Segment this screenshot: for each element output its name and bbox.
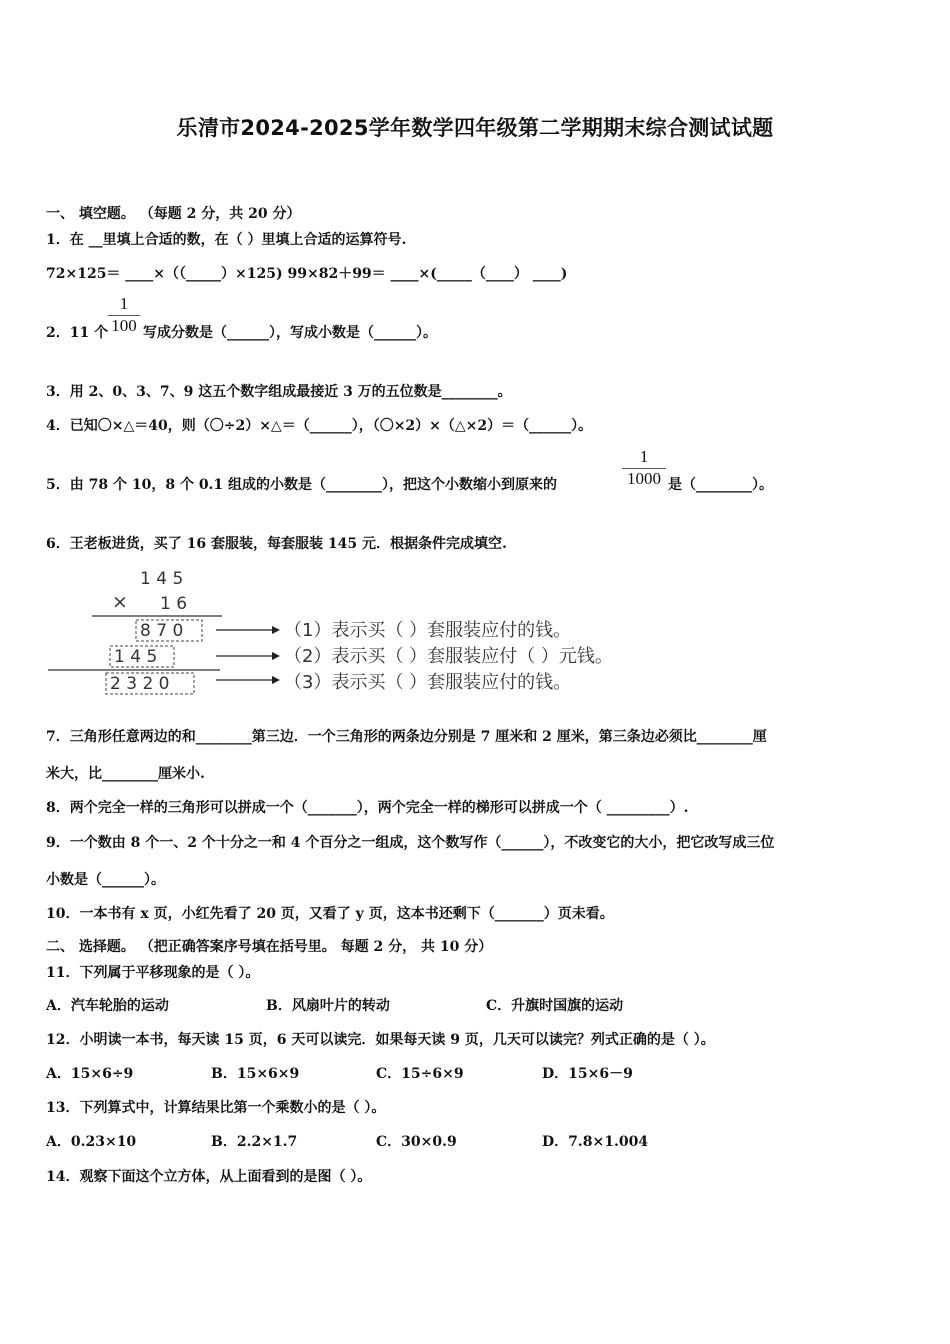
question-2-prefix: 2．11 个 xyxy=(46,325,109,341)
question-7-line-1: 7．三角形任意两边的和________第三边．一个三角形的两条边分别是 7 厘米和 2 厘米，第三条边必须比________厘 xyxy=(46,729,767,745)
arrow-2-head xyxy=(272,652,280,660)
question-14: 14．观察下面这个立方体，从上面看到的是图（ ）。 xyxy=(46,1169,372,1185)
question-6: 6．王老板进货，买了 16 套服装，每套服装 145 元．根据条件完成填空. xyxy=(46,536,507,552)
label-3: （3）表示买（ ）套服装应付的钱。 xyxy=(284,672,572,693)
question-10: 10．一本书有 x 页，小红先看了 20 页，又看了 y 页，这本书还剩下（_______）页未看。 xyxy=(46,906,614,922)
arrow-3-head xyxy=(272,676,280,684)
partial-product-1: 8 7 0 xyxy=(140,621,184,641)
question-3: 3．用 2、0、3、7、9 这五个数字组成最接近 3 万的五位数是________。 xyxy=(46,384,512,400)
question-11: 11．下列属于平移现象的是（ ）。 xyxy=(46,965,260,981)
section-2-heading: 二、 选择题。 （把正确答案序号填在括号里。 每题 2 分， 共 10 分） xyxy=(46,939,493,955)
section-1-heading: 一、 填空题。 （每题 2 分，共 20 分） xyxy=(46,206,301,222)
question-12: 12．小明读一本书，每天读 15 页，6 天可以读完．如果每天读 9 页，几天可以读完？列式正确的是（ ）。 xyxy=(46,1032,715,1048)
fraction-1-1000 xyxy=(622,447,666,489)
question-12-option-b: B．15×6×9 xyxy=(211,1066,300,1082)
fraction-numerator: 1 xyxy=(119,294,129,313)
question-1-equations: 72×125＝ ____×（（_____）×125) 99×82＋99＝ ____×(_____（____） ____) xyxy=(46,266,568,282)
question-12-option-a: A．15×6÷9 xyxy=(46,1066,134,1082)
partial-product-2: 1 4 5 xyxy=(114,647,158,667)
question-11-option-b: B．风扇叶片的转动 xyxy=(266,998,390,1014)
multiplication-diagram xyxy=(40,560,740,705)
question-13: 13．下列算式中，计算结果比第一个乘数小的是（ ）。 xyxy=(46,1100,386,1116)
question-4: 4．已知〇×△＝40，则（〇÷2）×△＝（______），（〇×2）×（△×2）＝（______）。 xyxy=(46,418,593,434)
question-11-option-a: A．汽车轮胎的运动 xyxy=(46,998,169,1014)
question-13-option-b: B．2.2×1.7 xyxy=(211,1134,298,1150)
question-7-line-2: 米大，比________厘米小. xyxy=(46,766,205,782)
fraction-1-100 xyxy=(108,294,140,336)
times-sign: × xyxy=(112,591,128,613)
arrow-1-head xyxy=(272,626,280,634)
page-title: 乐清市2024-2025学年数学四年级第二学期期末综合测试试题 xyxy=(176,116,774,140)
label-1: （1）表示买（ ）套服装应付的钱。 xyxy=(284,620,572,641)
fraction-numerator: 1 xyxy=(639,447,649,466)
fraction-denominator: 100 xyxy=(111,316,137,335)
multiplicand: 1 4 5 xyxy=(140,569,184,589)
question-13-option-c: C．30×0.9 xyxy=(376,1134,457,1150)
question-8: 8．两个完全一样的三角形可以拼成一个（_______），两个完全一样的梯形可以拼成一个（ _________）. xyxy=(46,800,689,816)
question-11-option-c: C．升旗时国旗的运动 xyxy=(486,998,624,1014)
question-2-suffix: 写成分数是（______），写成小数是（______）。 xyxy=(143,325,437,341)
product-result: 2 3 2 0 xyxy=(110,674,170,694)
question-9-line-2: 小数是（______）。 xyxy=(46,872,165,888)
fraction-denominator: 1000 xyxy=(627,469,661,488)
question-5-prefix: 5．由 78 个 10，8 个 0.1 组成的小数是（________），把这个小数缩小到原来的 xyxy=(46,477,558,493)
question-13-option-d: D．7.8×1.004 xyxy=(542,1134,649,1150)
multiplier: 1 6 xyxy=(160,594,188,614)
label-2: （2）表示买（ ）套服装应付（ ）元钱。 xyxy=(284,646,613,667)
question-5-suffix: 是（________）。 xyxy=(668,477,773,493)
question-9-line-1: 9．一个数由 8 个一、2 个十分之一和 4 个百分之一组成，这个数写作（______），不改变它的大小，把它改写成三位 xyxy=(46,835,775,851)
question-12-option-c: C．15÷6×9 xyxy=(376,1066,464,1082)
question-1: 1．在 __里填上合适的数，在（ ）里填上合适的运算符号. xyxy=(46,232,407,248)
question-13-option-a: A．0.23×10 xyxy=(46,1134,137,1150)
question-12-option-d: D．15×6－9 xyxy=(542,1066,633,1082)
